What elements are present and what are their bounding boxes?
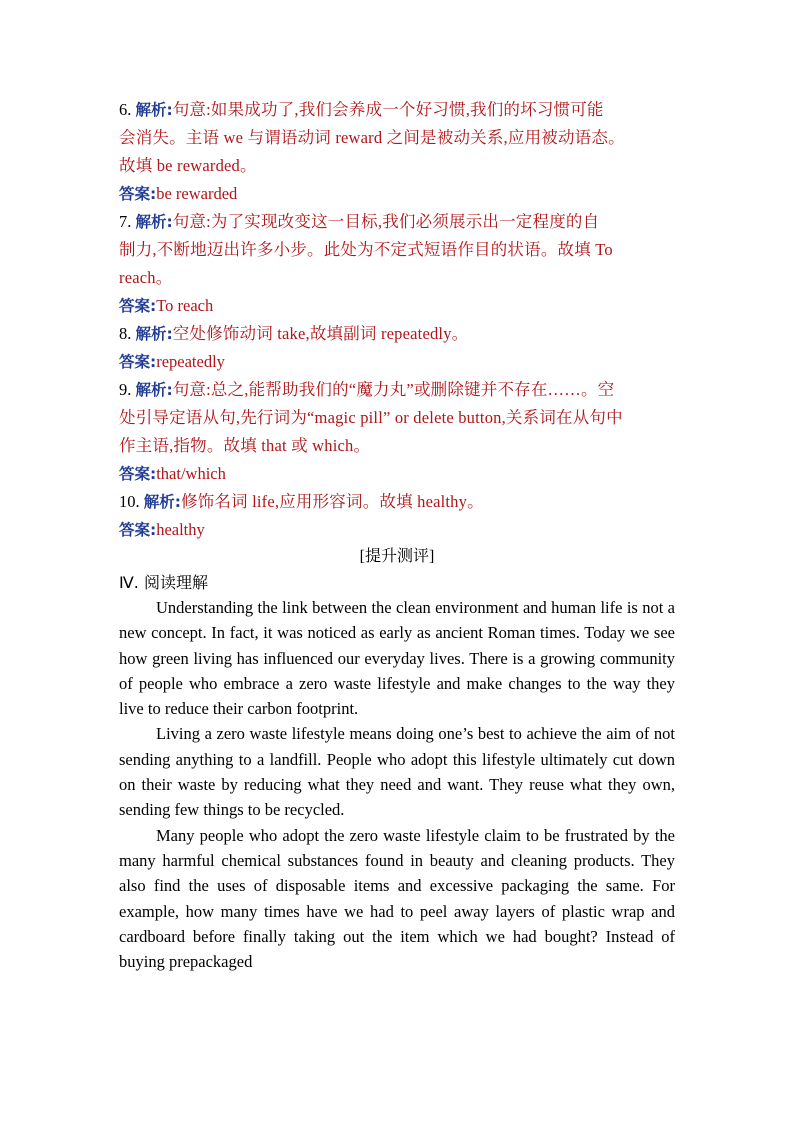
part-title: Ⅳ. 阅读理解 bbox=[119, 573, 208, 592]
answer-label: 答案: bbox=[119, 297, 157, 315]
item-number: 10. bbox=[119, 492, 140, 511]
item-number: 7. bbox=[119, 212, 132, 231]
analysis-line bbox=[119, 488, 675, 516]
item-10 bbox=[119, 488, 675, 544]
analysis-text: 会消失。主语 we 与谓语动词 reward 之间是被动关系,应用被动语态。 bbox=[119, 128, 625, 147]
analysis-text: 句意:如果成功了,我们会养成一个好习惯,我们的坏习惯可能 bbox=[172, 100, 604, 119]
answer-line bbox=[119, 516, 675, 544]
answer-text: that/which bbox=[156, 464, 226, 483]
analysis-line bbox=[119, 96, 675, 124]
answer-line bbox=[119, 348, 675, 376]
item-number: 9. bbox=[119, 380, 132, 399]
analysis-line bbox=[119, 320, 675, 348]
item-9 bbox=[119, 376, 675, 488]
section-heading: [提升测评] bbox=[359, 548, 435, 565]
analysis-label: 解析: bbox=[135, 213, 173, 231]
analysis-text: 作主语,指物。故填 that 或 which。 bbox=[119, 436, 371, 455]
answer-text: To reach bbox=[156, 296, 214, 315]
document-page bbox=[119, 96, 675, 974]
answer-label: 答案: bbox=[119, 521, 157, 539]
answer-text: repeatedly bbox=[156, 352, 225, 371]
analysis-label: 解析: bbox=[135, 325, 173, 343]
analysis-label: 解析: bbox=[135, 381, 173, 399]
answer-line bbox=[119, 180, 675, 208]
analysis-text: 故填 be rewarded。 bbox=[119, 156, 257, 175]
item-number: 6. bbox=[119, 100, 132, 119]
answer-key bbox=[119, 96, 675, 544]
answer-text: be rewarded bbox=[156, 184, 238, 203]
item-8 bbox=[119, 320, 675, 376]
analysis-label: 解析: bbox=[135, 101, 173, 119]
item-number: 8. bbox=[119, 324, 132, 343]
analysis-line bbox=[119, 376, 675, 404]
analysis-text: 制力,不断地迈出许多小步。此处为不定式短语作目的状语。故填 To bbox=[119, 240, 613, 259]
analysis-text: reach。 bbox=[119, 268, 173, 287]
analysis-text: 句意:为了实现改变这一目标,我们必须展示出一定程度的自 bbox=[172, 212, 600, 231]
analysis-text: 句意:总之,能帮助我们的“魔力丸”或删除键并不存在……。空 bbox=[172, 380, 615, 399]
analysis-text: 修饰名词 life,应用形容词。故填 healthy。 bbox=[180, 492, 484, 511]
answer-line bbox=[119, 292, 675, 320]
analysis-line bbox=[119, 208, 675, 236]
analysis-label: 解析: bbox=[143, 493, 181, 511]
item-6 bbox=[119, 96, 675, 208]
answer-line bbox=[119, 460, 675, 488]
analysis-text: 处引导定语从句,先行词为“magic pill” or delete button,关系词在从句中 bbox=[119, 408, 623, 427]
reading-paragraph: Many people who adopt the zero waste lifestyle claim to be frustrated by the many harmful chemical substances found in beauty and cleaning products. They also find the uses of disposable items and excessive packaging the same. For example, how many times have we had to peel away layers of plastic wrap and cardboard before finally taking out the item which we had bought? Instead of buying prepackaged bbox=[119, 825, 675, 972]
reading-paragraph: Understanding the link between the clean environment and human life is not a new concept. In fact, it was noticed as early as ancient Roman times. Today we see how green living has influenced our everyday lives. There is a growing community of people who embrace a zero waste lifestyle and make changes to the way they live to reduce their carbon footprint. bbox=[119, 598, 675, 719]
reading-paragraph: Living a zero waste lifestyle means doing one’s best to achieve the aim of not sending anything to a landfill. People who adopt this lifestyle ultimately cut down on their waste by reducing what they need and want. They reuse what they own, sending few things to be recycled. bbox=[119, 724, 675, 820]
answer-label: 答案: bbox=[119, 353, 157, 371]
item-7 bbox=[119, 208, 675, 320]
answer-label: 答案: bbox=[119, 465, 157, 483]
answer-label: 答案: bbox=[119, 185, 157, 203]
analysis-text: 空处修饰动词 take,故填副词 repeatedly。 bbox=[172, 324, 469, 343]
answer-text: healthy bbox=[156, 520, 205, 539]
